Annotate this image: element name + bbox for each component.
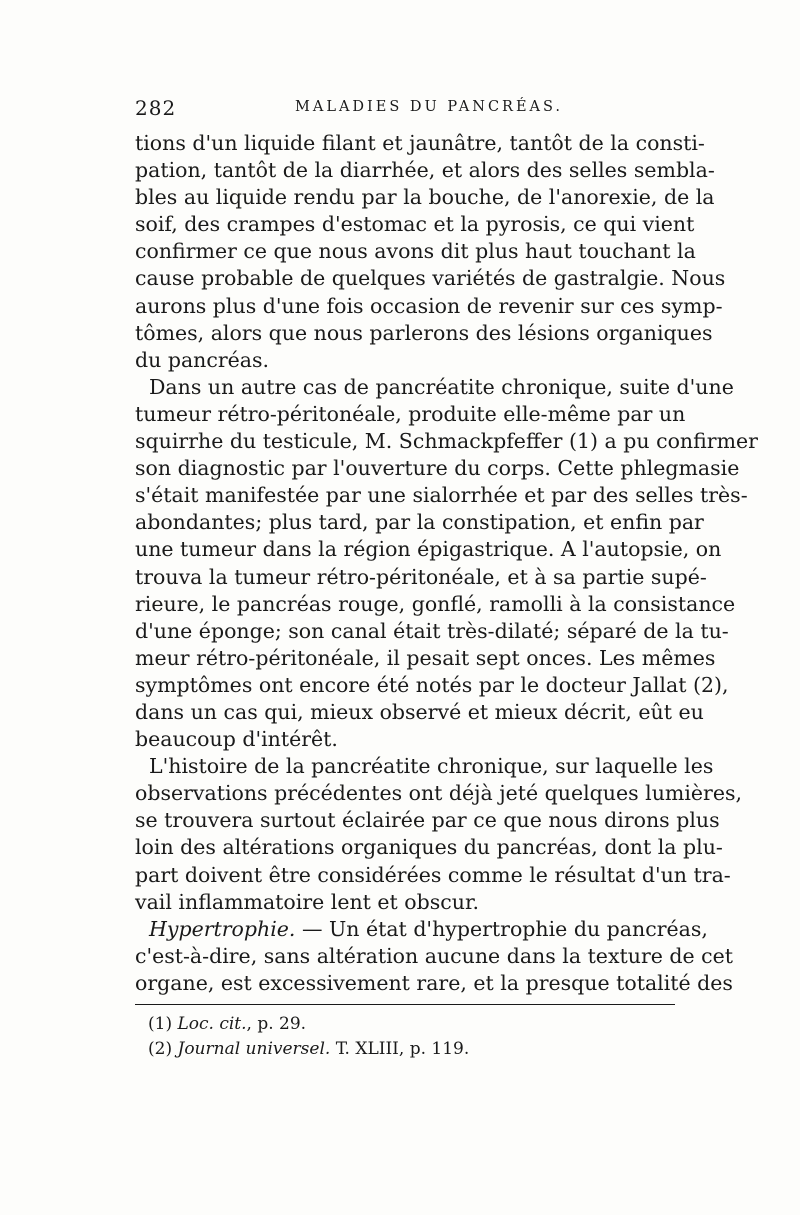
text-line: bles au liquide rendu par la bouche, de l'anorexie, de la <box>135 185 715 210</box>
text-line: cause probable de quelques variétés de gastralgie. Nous <box>135 266 726 291</box>
paragraph-2 <box>135 374 758 753</box>
text-line: observations précédentes ont déjà jeté quelques lumières, <box>135 781 743 806</box>
text-line: confirmer ce que nous avons dit plus haut touchant la <box>135 239 696 264</box>
text-line-with-heading <box>135 916 708 943</box>
body-text <box>135 130 758 997</box>
footnote-marker: (1) <box>148 1014 173 1034</box>
footnote-source: Loc. cit. <box>177 1014 247 1034</box>
text-line: organe, est excessivement rare, et la presque totalité des <box>135 970 733 995</box>
text-line: tômes, alors que nous parlerons des lésions organiques <box>135 320 713 345</box>
text-line: c'est-à-dire, sans altération aucune dans la texture de cet <box>135 943 734 968</box>
text-line: vail inflammatoire lent et obscur. <box>135 889 480 914</box>
text-line: abondantes; plus tard, par la constipation, et enfin par <box>135 510 704 535</box>
text-line: d'une éponge; son canal était très-dilaté; séparé de la tu- <box>135 618 729 643</box>
text-line: rieure, le pancréas rouge, gonflé, ramolli à la consistance <box>135 591 736 616</box>
text-line: tions d'un liquide filant et jaunâtre, tantôt de la consti- <box>135 131 705 155</box>
text-line: tumeur rétro-péritonéale, produite elle-même par un <box>135 401 686 426</box>
text-fragment: — Un état d'hypertrophie du pancréas, <box>295 916 708 941</box>
running-title: MALADIES DU PANCRÉAS. <box>295 99 564 115</box>
text-line: une tumeur dans la région épigastrique. A l'autopsie, on <box>135 537 722 562</box>
text-line: meur rétro-péritonéale, il pesait sept onces. Les mêmes <box>135 645 716 670</box>
text-line: aurons plus d'une fois occasion de revenir sur ces symp- <box>135 293 723 318</box>
footnote-divider <box>135 1004 675 1005</box>
text-line: trouva la tumeur rétro-péritonéale, et à sa partie supé- <box>135 564 707 589</box>
footnote-marker: (2) <box>148 1039 173 1059</box>
text-line: part doivent être considérées comme le résultat d'un tra- <box>135 862 731 887</box>
text-line: dans un cas qui, mieux observé et mieux décrit, eût eu <box>135 699 704 724</box>
text-line: beaucoup d'intérêt. <box>135 727 338 752</box>
footnote-detail: , p. 29. <box>246 1014 307 1034</box>
text-line: du pancréas. <box>135 347 270 372</box>
footnote-2 <box>148 1037 668 1062</box>
text-line: pation, tantôt de la diarrhée, et alors des selles sembla- <box>135 158 715 183</box>
text-line: son diagnostic par l'ouverture du corps. Cette phlegmasie <box>135 456 740 481</box>
text-line: loin des altérations organiques du pancréas, dont la plu- <box>135 835 723 860</box>
paragraph-1 <box>135 130 726 374</box>
footnote-source: Journal universel. <box>177 1039 331 1059</box>
page-number: 282 <box>135 96 177 120</box>
section-heading-hypertrophie: Hypertrophie. <box>149 916 296 941</box>
paragraph-3 <box>135 753 743 916</box>
footnote-1 <box>148 1012 668 1037</box>
paragraph-4 <box>135 916 734 997</box>
page-header <box>135 96 675 122</box>
text-line: soif, des crampes d'estomac et la pyrosis, ce qui vient <box>135 212 695 237</box>
text-line: s'était manifestée par une sialorrhée et par des selles très- <box>135 483 748 508</box>
text-line: L'histoire de la pancréatite chronique, sur laquelle les <box>149 754 714 779</box>
footnotes <box>148 1012 668 1062</box>
text-line: se trouvera surtout éclairée par ce que nous dirons plus <box>135 808 720 833</box>
text-line: squirrhe du testicule, M. Schmackpfeffer (1) a pu confirmer <box>135 429 758 454</box>
text-line: symptômes ont encore été notés par le docteur Jallat (2), <box>135 672 729 697</box>
text-line: Dans un autre cas de pancréatite chronique, suite d'une <box>149 374 734 399</box>
footnote-detail: T. XLIII, p. 119. <box>330 1039 470 1059</box>
